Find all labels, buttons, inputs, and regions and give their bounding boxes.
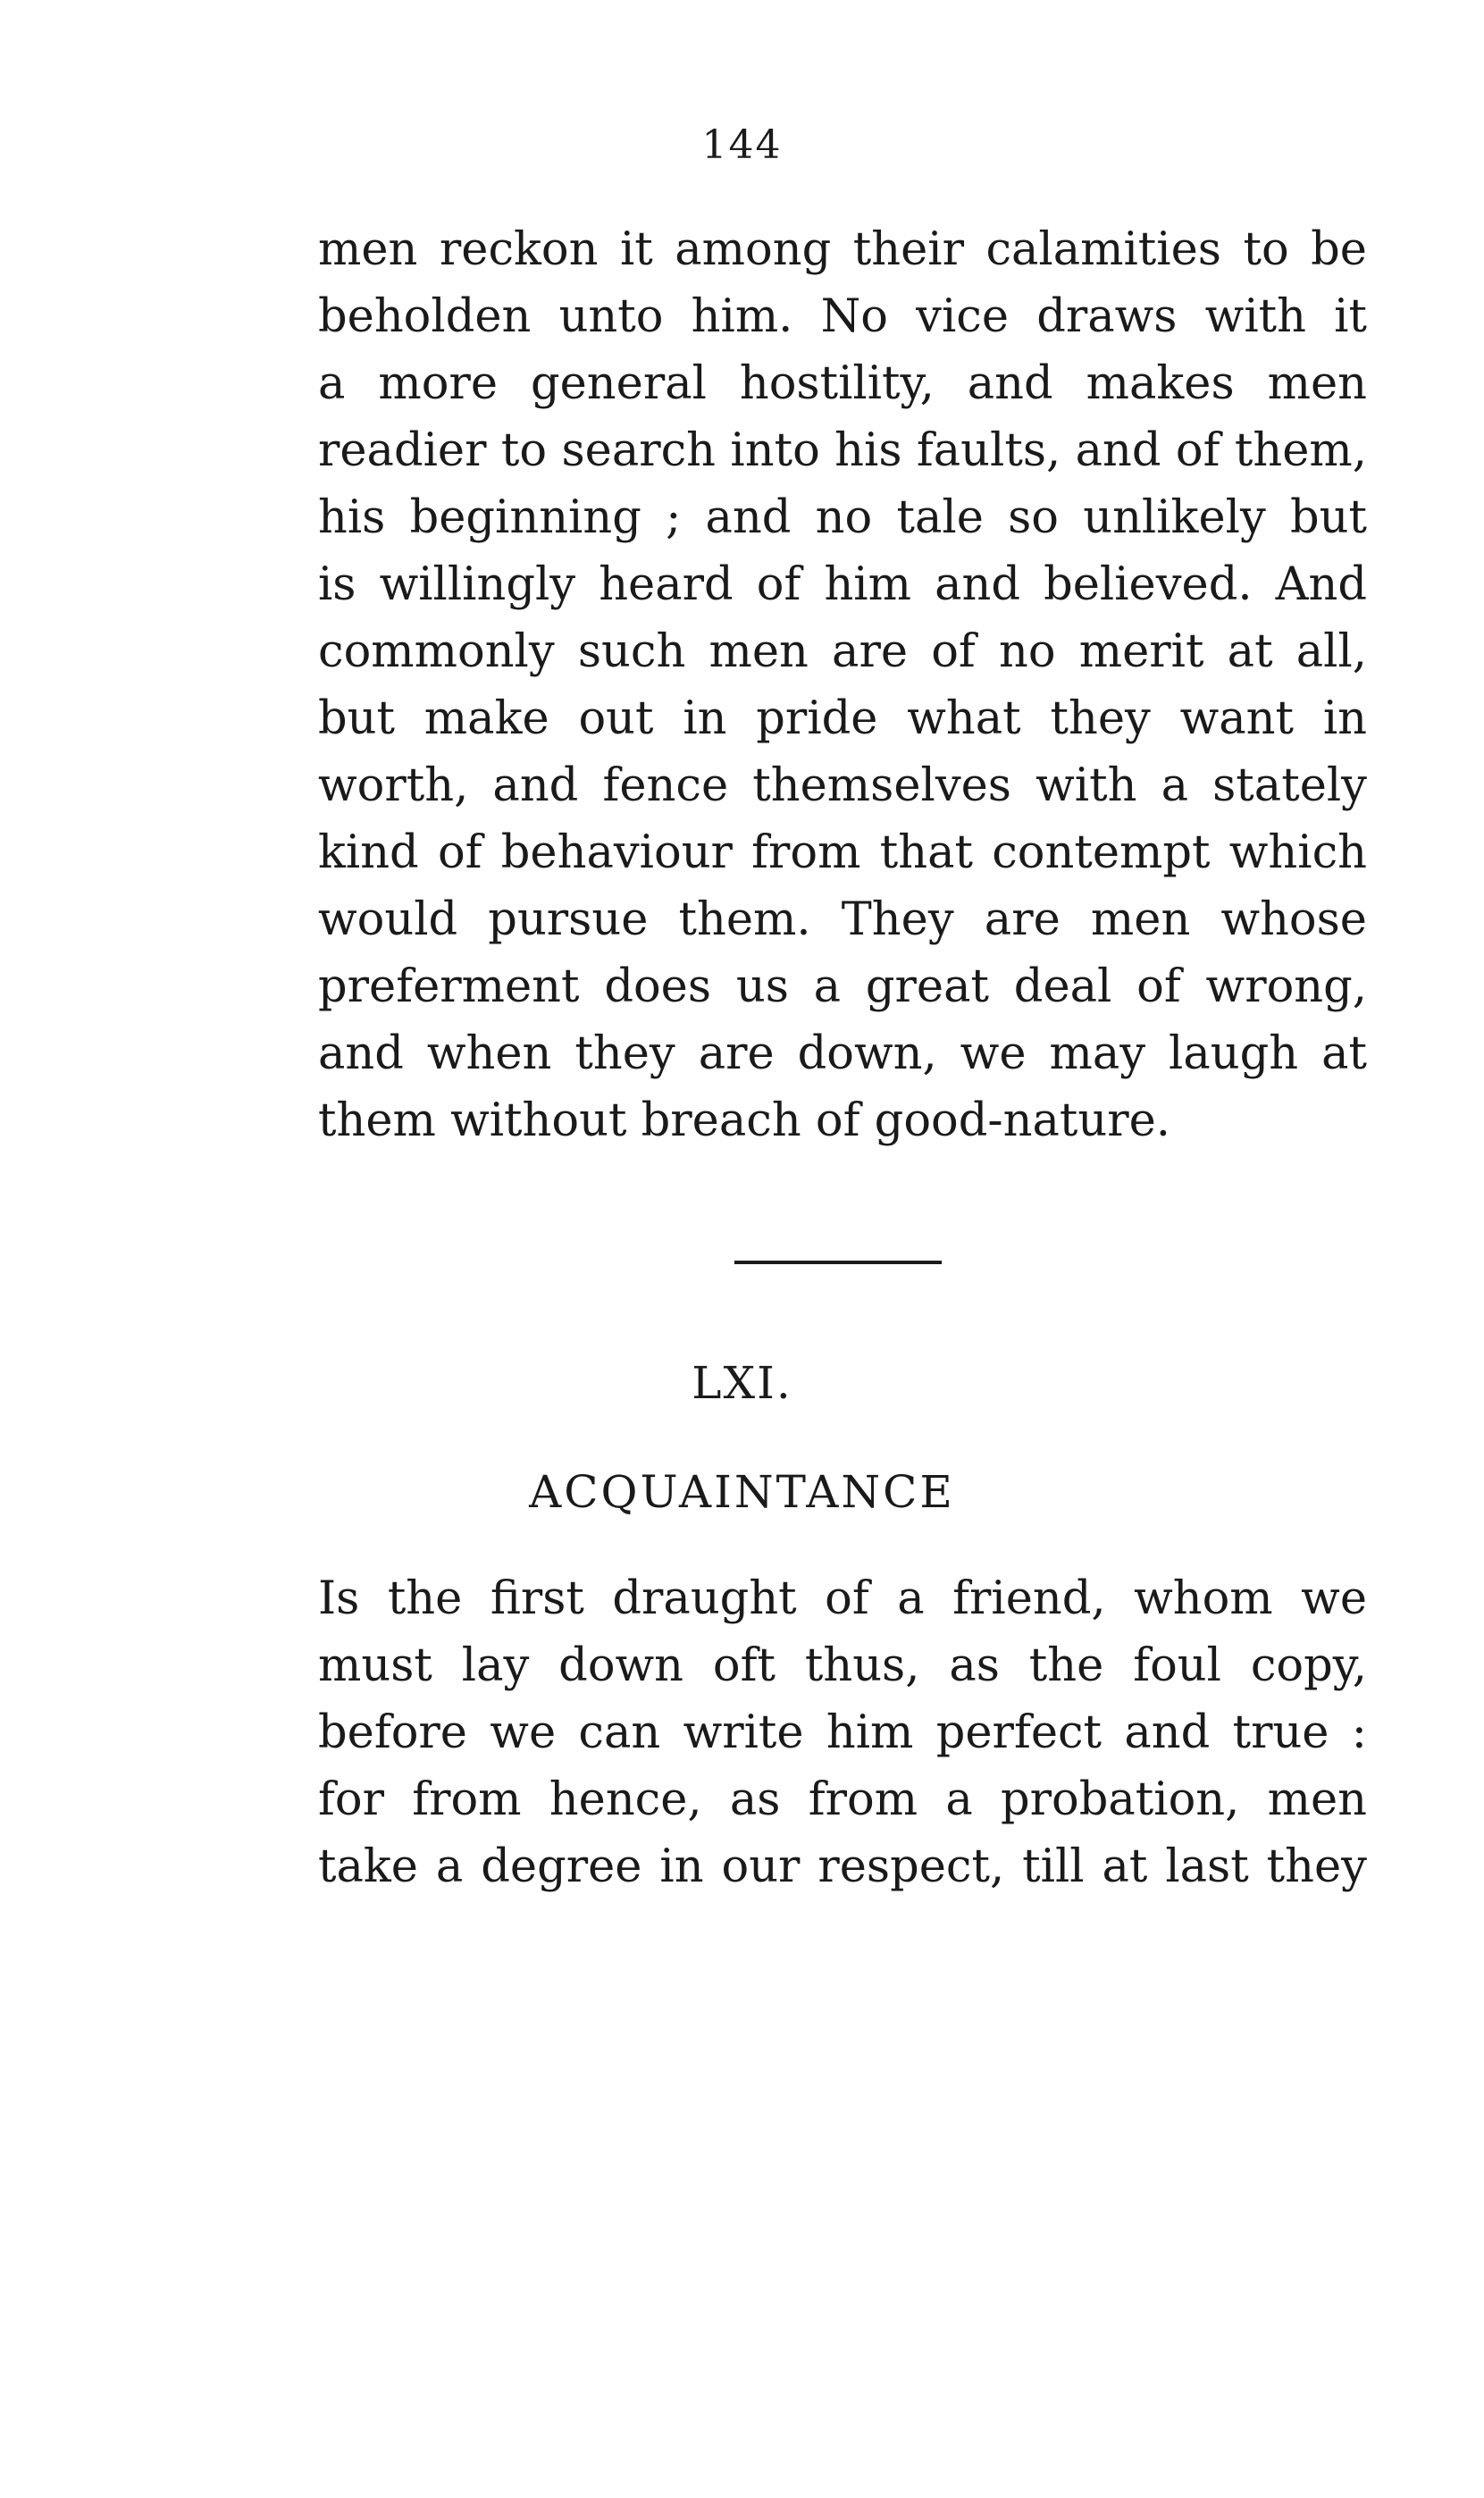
- section-number: LXI.: [692, 1357, 792, 1409]
- section-divider: [734, 1261, 942, 1264]
- text-line: worth, and fence themselves with a stately: [318, 759, 1367, 812]
- text-line: must lay down oft thus, as the foul copy,: [318, 1639, 1367, 1692]
- text-line: for from hence, as from a probation, men: [318, 1773, 1367, 1826]
- text-line: before we can write him perfect and true :: [318, 1706, 1367, 1759]
- section-paragraph: [318, 1565, 1367, 1900]
- text-line: would pursue them. They are men whose: [318, 893, 1367, 946]
- text-line: beholden unto him. No vice draws with it: [318, 290, 1367, 343]
- text-line: men reckon it among their calamities to be: [318, 223, 1367, 276]
- text-line: take a degree in our respect, till at last they: [318, 1840, 1367, 1893]
- text-line: and when they are down, we may laugh at: [318, 1027, 1367, 1080]
- text-line: his beginning ; and no tale so unlikely but: [318, 491, 1367, 544]
- text-line: but make out in pride what they want in: [318, 692, 1367, 745]
- text-line: a more general hostility, and makes men: [318, 357, 1367, 410]
- page-number: 144: [701, 122, 783, 168]
- text-line: them without breach of good-nature.: [318, 1094, 1170, 1147]
- section-title: ACQUAINTANCE: [529, 1466, 955, 1518]
- text-line: is willingly heard of him and believed. And: [318, 558, 1367, 611]
- text-line: Is the first draught of a friend, whom we: [318, 1572, 1367, 1625]
- paragraph-continued: [318, 216, 1367, 1154]
- text-line: kind of behaviour from that contempt which: [318, 826, 1367, 879]
- text-line: commonly such men are of no merit at all,: [318, 625, 1367, 678]
- text-line: preferment does us a great deal of wrong,: [318, 960, 1367, 1013]
- text-line: readier to search into his faults, and of them,: [318, 424, 1367, 477]
